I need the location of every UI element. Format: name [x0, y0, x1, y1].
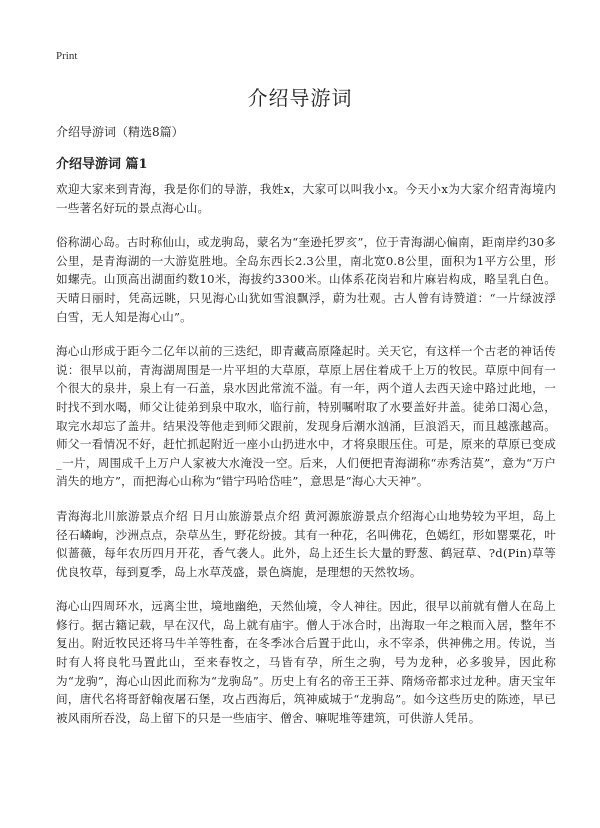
- paragraph-landscape: 青海海北川旅游景点介绍 日月山旅游景点介绍 黄河源旅游景点介绍海心山地势较为平坦，岛上径石嶙峋，沙洲点点，杂草丛生，野花纷披。其有一种花，名叫佛花，色嫣红，形如罂粟花，叶似蔷薇，每年农历四月开花，香气袭人。此外，岛上还生长大量的野葱、鹤冠草、?d(Pin)草等优良牧草，每到夏季，岛上水草茂盛，景色旖旎，是理想的天然牧场。: [56, 508, 556, 579]
- document-subtitle: 介绍导游词（精选8篇）: [56, 125, 184, 139]
- paragraph-island-overview: 俗称湖心岛。古时称仙山，或龙驹岛，蒙名为“奎逊托罗亥”，位于青海湖心偏南，距南岸约30多公里，是青海湖的一大游览胜地。全岛东西长2.3公里，南北宽0.8公里，面积为1平方公里，形如螺壳。山顶高出湖面约数10米，海拔约3300米。山体系花岗岩和片麻岩构成，略呈乳白色。天晴日丽时，凭高远眺，只见海心山犹如雪浪飘浮，蔚为壮观。古人曾有诗赞道：“一片绿波浮白雪，无人知是海心山”。: [56, 235, 556, 324]
- section-heading: 介绍导游词 篇1: [56, 157, 148, 172]
- print-link[interactable]: Print: [56, 50, 78, 62]
- paragraph-history: 海心山四周环水，远离尘世，境地幽绝，天然仙境，令人神往。因此，很早以前就有僧人在岛上修行。据古籍记载，早在汉代，岛上就有庙宇。僧人于冰合时，出海取一年之粮而入居，整年不复出。附近牧民还将马牛羊等牲畜，在冬季冰合后置于此山，永不宰杀，供神佛之用。传说，当时有人将良牝马置此山，至来春牧之，马皆有孕，所生之驹，号为龙种，必多骏异，因此称为“龙驹”，海心山因此而称为“龙驹岛”。历史上有名的帝王王莽、隋炀帝都求过龙种。唐天宝年间，唐代名将哥舒翰夜屠石堡，攻占西海后，筑神威城于“龙驹岛”。如今这些历史的陈迹，早已被风雨所吞没，岛上留下的只是一些庙宇、僧舍、嘛呢堆等建筑，可供游人凭吊。: [56, 599, 556, 725]
- paragraph-intro: 欢迎大家来到青海，我是你们的导游，我姓x，大家可以叫我小x。今天小x为大家介绍青海境内一些著名好玩的景点海心山。: [56, 182, 556, 215]
- article-body: [56, 180, 556, 743]
- paragraph-legend: 海心山形成于距今二亿年以前的三迭纪，即青藏高原隆起时。关天它，有这样一个古老的神话传说：很早以前，青海湖周围是一片平坦的大草原，草原上居住着成千上万的牧民。草原中间有一个很大的泉井，泉上有一石盖，泉水因此常流不溢。有一年，两个道人去西天途中路过此地，一时找不到水喝，师父让徒弟到泉中取水，临行前，特别嘱咐取了水要盖好井盖。徒弟口渴心急，取完水却忘了盖井。结果没等他走到师父跟前，发现身后潮水汹涌，巨浪滔天，而且越涨越高。师父一看情况不好，赶忙抓起附近一座小山扔进水中，才将泉眼压住。可是，原来的草原已变成_一片，周围成千上万户人家被大水淹没一空。后来，人们便把青海湖称“赤秀洁莫”，意为“万户消失的地方”，而把海心山称为“错宁玛哈岱哇”，意思是“海心大天神”。: [56, 344, 556, 489]
- page-title: 介绍导游词: [247, 86, 353, 110]
